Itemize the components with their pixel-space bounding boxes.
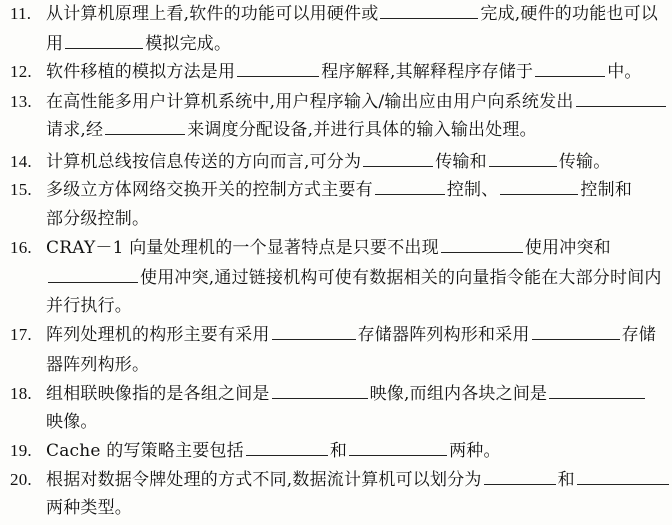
question-15-line-2 [10, 207, 149, 231]
question-text: 传输和 [435, 152, 487, 172]
question-11-line-1 [10, 2, 658, 26]
question-text: 请求,经 [46, 120, 104, 140]
question-18-line-1 [10, 382, 647, 406]
question-text: 映像。 [46, 412, 98, 432]
question-text: 完成,硬件的功能也可以 [480, 4, 659, 24]
fill-in-blank[interactable] [272, 382, 368, 399]
fill-in-blank[interactable] [349, 439, 447, 456]
question-text: 两种。 [449, 441, 501, 461]
question-number: 17. [10, 325, 32, 344]
fill-in-blank[interactable] [380, 2, 478, 19]
question-16-line-3 [10, 294, 132, 318]
fill-in-blank[interactable] [246, 439, 328, 456]
question-19-line-1 [10, 439, 501, 463]
question-text: 存储器阵列构形和采用 [357, 325, 530, 345]
question-text: 器阵列构形。 [46, 355, 150, 375]
question-text: CRAY－1 向量处理机的一个显著特点是只要不出现 [46, 238, 439, 258]
question-number: 12. [10, 62, 32, 81]
question-text: 使用冲突和 [524, 238, 611, 258]
question-14-line-1 [10, 150, 610, 174]
question-number: 13. [10, 92, 32, 111]
question-number: 18. [10, 384, 32, 403]
fill-in-blank[interactable] [500, 178, 578, 195]
question-text: 根据对数据令牌处理的方式不同,数据流计算机可以划分为 [46, 470, 482, 490]
question-text: 使用冲突,通过链接机构可使有数据相关的向量指令能在大部分时间内 [140, 268, 662, 288]
question-text: 和 [329, 441, 348, 461]
question-text: 控制、 [446, 180, 499, 200]
question-text: 多级立方体网络交换开关的控制方式主要有 [46, 180, 373, 200]
question-20-line-2 [10, 496, 132, 520]
question-11-line-2 [10, 32, 231, 56]
question-text: 用 [46, 34, 64, 54]
fill-in-blank[interactable] [535, 60, 605, 77]
question-17-line-2 [10, 353, 149, 377]
fill-in-blank[interactable] [484, 468, 556, 485]
fill-in-blank[interactable] [272, 323, 356, 340]
question-number: 20. [10, 470, 32, 489]
question-13-line-1 [10, 90, 668, 114]
question-text: 两种类型。 [46, 498, 132, 518]
question-13-line-2 [10, 118, 537, 142]
question-text: 组相联映像指的是各组之间是 [46, 384, 270, 404]
question-text: 从计算机原理上看,软件的功能可以用硬件或 [46, 4, 379, 24]
question-20-line-1 [10, 468, 671, 492]
question-text: 计算机总线按信息传送的方向而言,可分为 [46, 152, 362, 172]
question-text: 控制和 [580, 180, 633, 200]
fill-in-blank[interactable] [65, 32, 143, 49]
question-text: 映像,而组内各块之间是 [369, 384, 548, 404]
question-text: 程序解释,其解释程序存储于 [321, 62, 534, 82]
fill-in-blank[interactable] [489, 150, 557, 167]
question-text: 并行执行。 [46, 296, 132, 316]
fill-in-blank[interactable] [441, 236, 523, 253]
question-18-line-2 [10, 410, 98, 434]
question-text: 和 [557, 470, 575, 490]
fill-in-blank[interactable] [105, 118, 185, 135]
fill-in-blank[interactable] [532, 323, 620, 340]
fill-in-blank[interactable] [375, 178, 445, 195]
question-number: 11. [10, 4, 32, 23]
question-15-line-1 [10, 178, 632, 202]
question-text: 存储 [621, 325, 657, 345]
question-text: 软件移植的模拟方法是用 [46, 62, 236, 82]
question-text: 传输。 [558, 152, 611, 172]
question-text: 模拟完成。 [145, 34, 232, 54]
fill-in-blank[interactable] [237, 60, 319, 77]
fill-in-blank[interactable] [549, 382, 645, 399]
question-number: 15. [10, 180, 32, 199]
fill-in-blank[interactable] [577, 468, 669, 485]
question-12-line-1 [10, 60, 642, 84]
question-text: Cache 的写策略主要包括 [46, 441, 244, 461]
question-text: 来调度分配设备,并进行具体的输入输出处理。 [187, 120, 537, 140]
question-16-line-2 [10, 266, 662, 290]
question-text: 中。 [607, 62, 642, 82]
question-16-line-1 [10, 236, 611, 260]
question-text: 在高性能多用户计算机系统中,用户程序输入/输出应由用户向系统发出 [46, 92, 574, 112]
question-number: 16. [10, 238, 32, 257]
question-text: 部分级控制。 [46, 209, 150, 229]
question-17-line-1 [10, 323, 656, 347]
fill-in-blank[interactable] [48, 266, 138, 283]
question-number: 19. [10, 441, 32, 460]
question-number: 14. [10, 152, 32, 171]
question-text: 阵列处理机的构形主要有采用 [46, 325, 270, 345]
fill-in-blank[interactable] [576, 90, 666, 107]
fill-in-blank[interactable] [363, 150, 433, 167]
